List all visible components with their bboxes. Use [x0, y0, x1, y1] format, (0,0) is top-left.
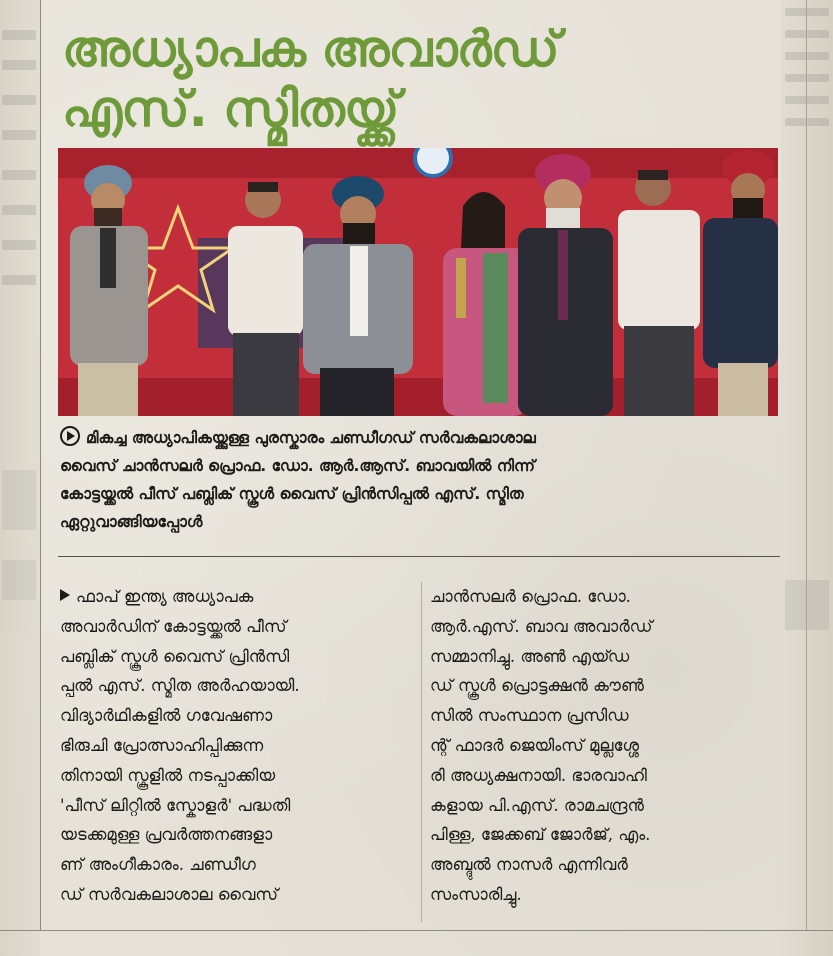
- headline-line-2: എസ്. സ്മിതയ്ക്ക്: [62, 80, 399, 138]
- ghost-text: [2, 30, 36, 40]
- column-divider: [421, 582, 422, 922]
- article-line: [60, 582, 416, 612]
- article-line: യടക്കമുള്ള പ്രവർത്തനങ്ങളാ: [60, 825, 273, 845]
- photo-illustration: [58, 148, 778, 416]
- bottom-rule: [0, 930, 833, 931]
- article-line: സംസാരിച്ചു.: [430, 884, 522, 904]
- article-line: ഡ് സ്കൂൾ പ്രൊട്ടക്ഷൻ കൗൺ: [430, 676, 644, 696]
- article-line: ചാൻസലർ പ്രൊഫ. ഡോ.: [430, 587, 631, 606]
- ghost-text: [2, 275, 36, 285]
- ghost-text: [785, 96, 829, 104]
- ghost-text: [2, 560, 36, 600]
- ghost-text: [2, 130, 36, 140]
- ghost-text: [2, 240, 36, 250]
- ghost-text: [785, 8, 829, 16]
- ghost-text: [785, 118, 829, 126]
- column-rule: [40, 0, 41, 930]
- logo-emblem: [415, 148, 451, 176]
- article-line: സമ്മാനിച്ചു. അൺ എയ്ഡ: [430, 646, 630, 666]
- ghost-text: [785, 30, 829, 38]
- article-line: അവാർഡിന് കോട്ടയ്ക്കൽ പീസ്: [60, 616, 287, 636]
- award-ceremony-photo: [58, 148, 778, 416]
- article-line: 'പീസ് ലിറ്റിൽ സ്കോളർ' പദ്ധതി: [60, 795, 291, 815]
- column-rule: [806, 0, 807, 930]
- adjacent-column-left: [0, 0, 40, 956]
- article-column-1: [60, 582, 416, 922]
- caption-rule: [58, 556, 780, 557]
- ghost-text: [785, 52, 829, 60]
- triangle-bullet-icon: [60, 589, 70, 601]
- article-line: കളായ പി.എസ്. രാമചന്ദ്രൻ: [430, 795, 644, 815]
- caption-line: വൈസ് ചാൻസലർ പ്രൊഫ. ഡോ. ആർ.ആസ്. ബാവയിൽ നിന്ന്: [60, 457, 535, 475]
- article-column-2: [430, 582, 782, 922]
- ghost-text: [2, 60, 36, 70]
- trophy-icon: [456, 258, 466, 318]
- article-line: പ്പൽ എസ്. സ്മിത അർഹയായി.: [60, 676, 300, 696]
- article-line: സിൽ സംസ്ഥാന പ്രസിഡ: [430, 706, 629, 726]
- caption-line: കോട്ടയ്ക്കൽ പീസ് പബ്ലിക് സ്കൂൾ വൈസ് പ്രിൻസിപ്പൽ എസ്. സ്മിത: [60, 485, 524, 503]
- article-line: ഡ് സർവകലാശാല വൈസ്: [60, 884, 279, 904]
- adjacent-column-right: [781, 0, 833, 956]
- article-line: പിള്ള, ജേക്കബ് ജോർജ്, എം.: [430, 825, 651, 845]
- ghost-text: [2, 95, 36, 105]
- headline-line-1: അധ്യാപക അവാർഡ്: [62, 20, 559, 78]
- caption-line: [60, 424, 780, 452]
- caption-line: ഏറ്റുവാങ്ങിയപ്പോൾ: [60, 513, 203, 531]
- article-text: ഫാപ് ഇന്ത്യ അധ്യാപക: [76, 587, 254, 606]
- ghost-text: [785, 74, 829, 82]
- caption-text: മികച്ച അധ്യാപികയ്ക്കുള്ള പുരസ്കാരം ചണ്ഡീഗഡ് സർവകലാശാല: [86, 429, 536, 447]
- ghost-text: [2, 470, 36, 530]
- article-line: പബ്ലിക് സ്കൂൾ വൈസ് പ്രിൻസി: [60, 646, 290, 666]
- article-line: ഭിരുചി പ്രോത്സാഹിപ്പിക്കുന്ന: [60, 735, 264, 755]
- ghost-text: [2, 205, 36, 215]
- article-line: വിദ്യാർഥികളിൽ ഗവേഷണാ: [60, 706, 273, 726]
- ghost-text: [2, 170, 36, 180]
- photo-caption: [60, 424, 780, 544]
- article-line: അബ്ദുൽ നാസർ എന്നിവർ: [430, 855, 628, 875]
- article-line: തിനായി സ്കൂളിൽ നടപ്പാക്കിയ: [60, 765, 276, 785]
- article-line: ണ് അംഗീകാരം. ചണ്ഡീഗ: [60, 855, 256, 875]
- ghost-text: [785, 580, 829, 630]
- article-line: ആർ.എസ്. ബാവ അവാർഡ്: [430, 616, 653, 636]
- play-bullet-icon: [60, 426, 80, 446]
- article-line: രി അധ്യക്ഷനായി. ഭാരവാഹി: [430, 765, 647, 785]
- article-line: ന്റ് ഫാദർ ജെയിംസ് മുല്ലശ്ശേ: [430, 735, 639, 755]
